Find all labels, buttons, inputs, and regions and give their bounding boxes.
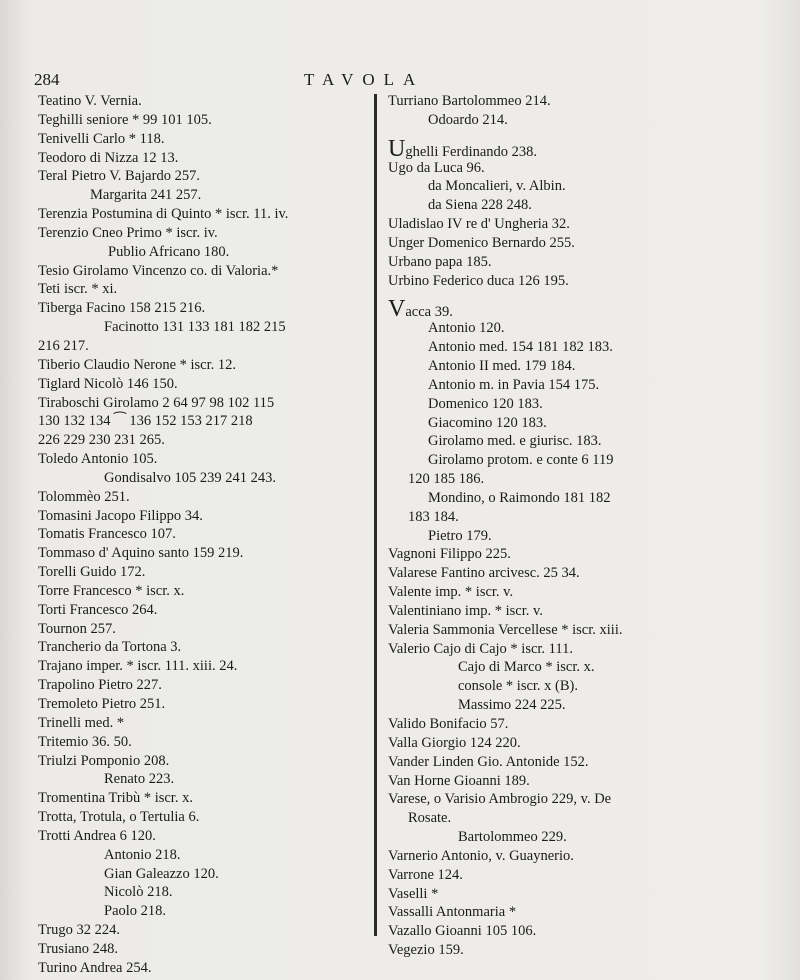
index-entry: Valentiniano imp. * iscr. v. (388, 602, 543, 619)
index-entry: Vander Linden Gio. Antonide 152. (388, 753, 589, 770)
index-subentry: da Moncalieri, v. Albin. (428, 178, 566, 195)
index-entry: Valente imp. * iscr. v. (388, 584, 514, 601)
index-entry: Tournon 257. (38, 620, 116, 637)
index-subentry: Gondisalvo 105 239 241 243. (104, 469, 276, 486)
index-subentry: Cajo di Marco * iscr. x. (458, 659, 595, 676)
index-entry: Tommaso d' Aquino santo 159 219. (38, 545, 244, 562)
index-entry: Valerio Cajo di Cajo * iscr. 111. (388, 640, 573, 657)
index-subentry: Margarita 241 257. (90, 187, 202, 204)
index-subentry: console * iscr. x (B). (458, 678, 579, 695)
index-entry: Van Horne Gioanni 189. (388, 772, 530, 789)
index-entry-text: ghelli Ferdinando 238. (405, 143, 538, 160)
index-entry: Vassalli Antonmaria * (388, 904, 517, 921)
index-entry: Toledo Antonio 105. (38, 451, 158, 468)
index-subentry: Antonio m. in Pavia 154 175. (428, 376, 600, 393)
index-continuation: 130 132 134 ⁀ 136 152 153 217 218 (38, 413, 253, 430)
index-entry: Teghilli seniore * 99 101 105. (38, 111, 212, 128)
index-subentry: Facinotto 131 133 181 182 215 (104, 319, 286, 336)
index-entry: Valarese Fantino arcivesc. 25 34. (388, 565, 580, 582)
index-subentry: Antonio 120. (428, 320, 505, 337)
column-divider (374, 94, 377, 936)
index-entry: Trusiano 248. (38, 940, 119, 957)
index-entry: Teatino V. Vernia. (38, 93, 142, 109)
index-entry: Tomatis Francesco 107. (38, 526, 176, 543)
index-subentry: Antonio II med. 179 184. (428, 357, 576, 374)
index-subentry: Girolamo protom. e conte 6 119 (428, 452, 614, 469)
index-entry: Tiberga Facino 158 215 216. (38, 300, 206, 317)
index-entry: Tiberio Claudio Nerone * iscr. 12. (38, 356, 237, 373)
index-subentry: Pietro 179. (428, 527, 492, 544)
section-gap (388, 290, 768, 300)
index-entry: Trugo 32 224. (38, 922, 121, 939)
running-title: TAVOLA (304, 70, 425, 89)
index-entry: Tenivelli Carlo * 118. (38, 130, 165, 147)
index-entry: Trancherio da Tortona 3. (38, 639, 182, 656)
index-subentry: Nicolò 218. (104, 884, 173, 901)
index-entry: Varnerio Antonio, v. Guaynerio. (388, 847, 574, 864)
index-entry: Trotta, Trotula, o Tertulia 6. (38, 809, 200, 826)
index-entry: Tromentina Tribù * iscr. x. (38, 790, 193, 807)
index-subentry: Paolo 218. (104, 903, 167, 920)
index-entry: Uladislao IV re d' Ungheria 32. (388, 216, 570, 233)
index-entry: Vegezio 159. (388, 942, 464, 959)
index-entry: Teodoro di Nizza 12 13. (38, 149, 179, 166)
index-continuation: 226 229 230 231 265. (38, 432, 165, 449)
index-continuation: 216 217. (38, 337, 89, 354)
index-entry: Trotti Andrea 6 120. (38, 827, 156, 844)
index-entry: Trinelli med. * (38, 714, 125, 731)
index-subentry: Publio Africano 180. (108, 243, 230, 260)
index-subentry: Gian Galeazzo 120. (104, 865, 219, 882)
index-column-right (388, 92, 768, 960)
index-entry: Vaselli * (388, 885, 439, 902)
index-entry: Tiglard Nicolò 146 150. (38, 375, 178, 392)
index-entry: Tolommèo 251. (38, 488, 130, 505)
index-entry: Triulzi Pomponio 208. (38, 752, 170, 769)
section-v-first-entry (388, 296, 768, 323)
index-entry: Turino Andrea 254. (38, 959, 152, 976)
index-entry: Terenzio Cneo Primo * iscr. iv. (38, 224, 218, 241)
index-entry-text: acca 39. (405, 304, 453, 321)
index-entry: Trapolino Pietro 227. (38, 677, 162, 694)
index-entry: Valeria Sammonia Vercellese * iscr. xiii. (388, 621, 623, 638)
index-entry: Vagnoni Filippo 225. (388, 546, 511, 563)
section-initial-v: V (388, 296, 406, 323)
index-subentry: Girolamo med. e giurisc. 183. (428, 433, 602, 450)
index-entry: Trajano imper. * iscr. 111. xiii. 24. (38, 658, 238, 675)
index-entry: Vazallo Gioanni 105 106. (388, 923, 537, 940)
index-entry: Tomasini Jacopo Filippo 34. (38, 507, 203, 524)
index-entry: Tiraboschi Girolamo 2 64 97 98 102 115 (38, 394, 275, 411)
index-entry: Teti iscr. * xi. (38, 281, 118, 298)
index-subentry: da Siena 228 248. (428, 197, 532, 214)
index-subentry: Mondino, o Raimondo 181 182 (428, 489, 611, 506)
index-entry: Unger Domenico Bernardo 255. (388, 234, 575, 251)
index-subentry: Massimo 224 225. (458, 697, 566, 714)
index-entry: Varrone 124. (388, 866, 463, 883)
section-gap (388, 130, 768, 140)
index-subentry: Odoardo 214. (428, 111, 508, 128)
index-entry: Tesio Girolamo Vincenzo co. di Valoria.* (38, 262, 279, 279)
index-entry: Varese, o Varisio Ambrogio 229, v. De (388, 791, 612, 808)
index-continuation: 183 184. (408, 508, 459, 525)
index-entry: Urbino Federico duca 126 195. (388, 272, 569, 289)
index-entry: Valido Bonifacio 57. (388, 716, 509, 732)
index-continuation: 120 185 186. (408, 471, 485, 488)
index-entry: Torre Francesco * iscr. x. (38, 582, 185, 599)
index-continuation: Rosate. (408, 810, 452, 827)
index-entry: Urbano papa 185. (388, 253, 492, 270)
index-column-left (38, 92, 368, 978)
index-entry: Valla Giorgio 124 220. (388, 734, 521, 751)
section-u-first-entry (388, 135, 768, 162)
index-entry: Ugo da Luca 96. (388, 159, 485, 176)
index-subentry: Domenico 120 183. (428, 395, 543, 412)
index-subentry: Giacomino 120 183. (428, 414, 547, 431)
index-entry: Torelli Guido 172. (38, 564, 146, 581)
index-entry: Tritemio 36. 50. (38, 733, 132, 750)
index-subentry: Renato 223. (104, 771, 175, 788)
index-subentry: Antonio 218. (104, 846, 181, 863)
section-initial-u: U (388, 135, 406, 162)
index-subentry: Bartolommeo 229. (458, 829, 567, 846)
page-number: 284 (34, 70, 60, 89)
index-entry: Tremoleto Pietro 251. (38, 696, 166, 712)
index-subentry: Antonio med. 154 181 182 183. (428, 339, 613, 356)
index-entry: Torti Francesco 264. (38, 601, 158, 618)
index-entry: Terenzia Postumina di Quinto * iscr. 11. iv. (38, 206, 289, 223)
index-entry: Teral Pietro V. Bajardo 257. (38, 168, 200, 185)
index-entry: Turriano Bartolommeo 214. (388, 93, 551, 109)
